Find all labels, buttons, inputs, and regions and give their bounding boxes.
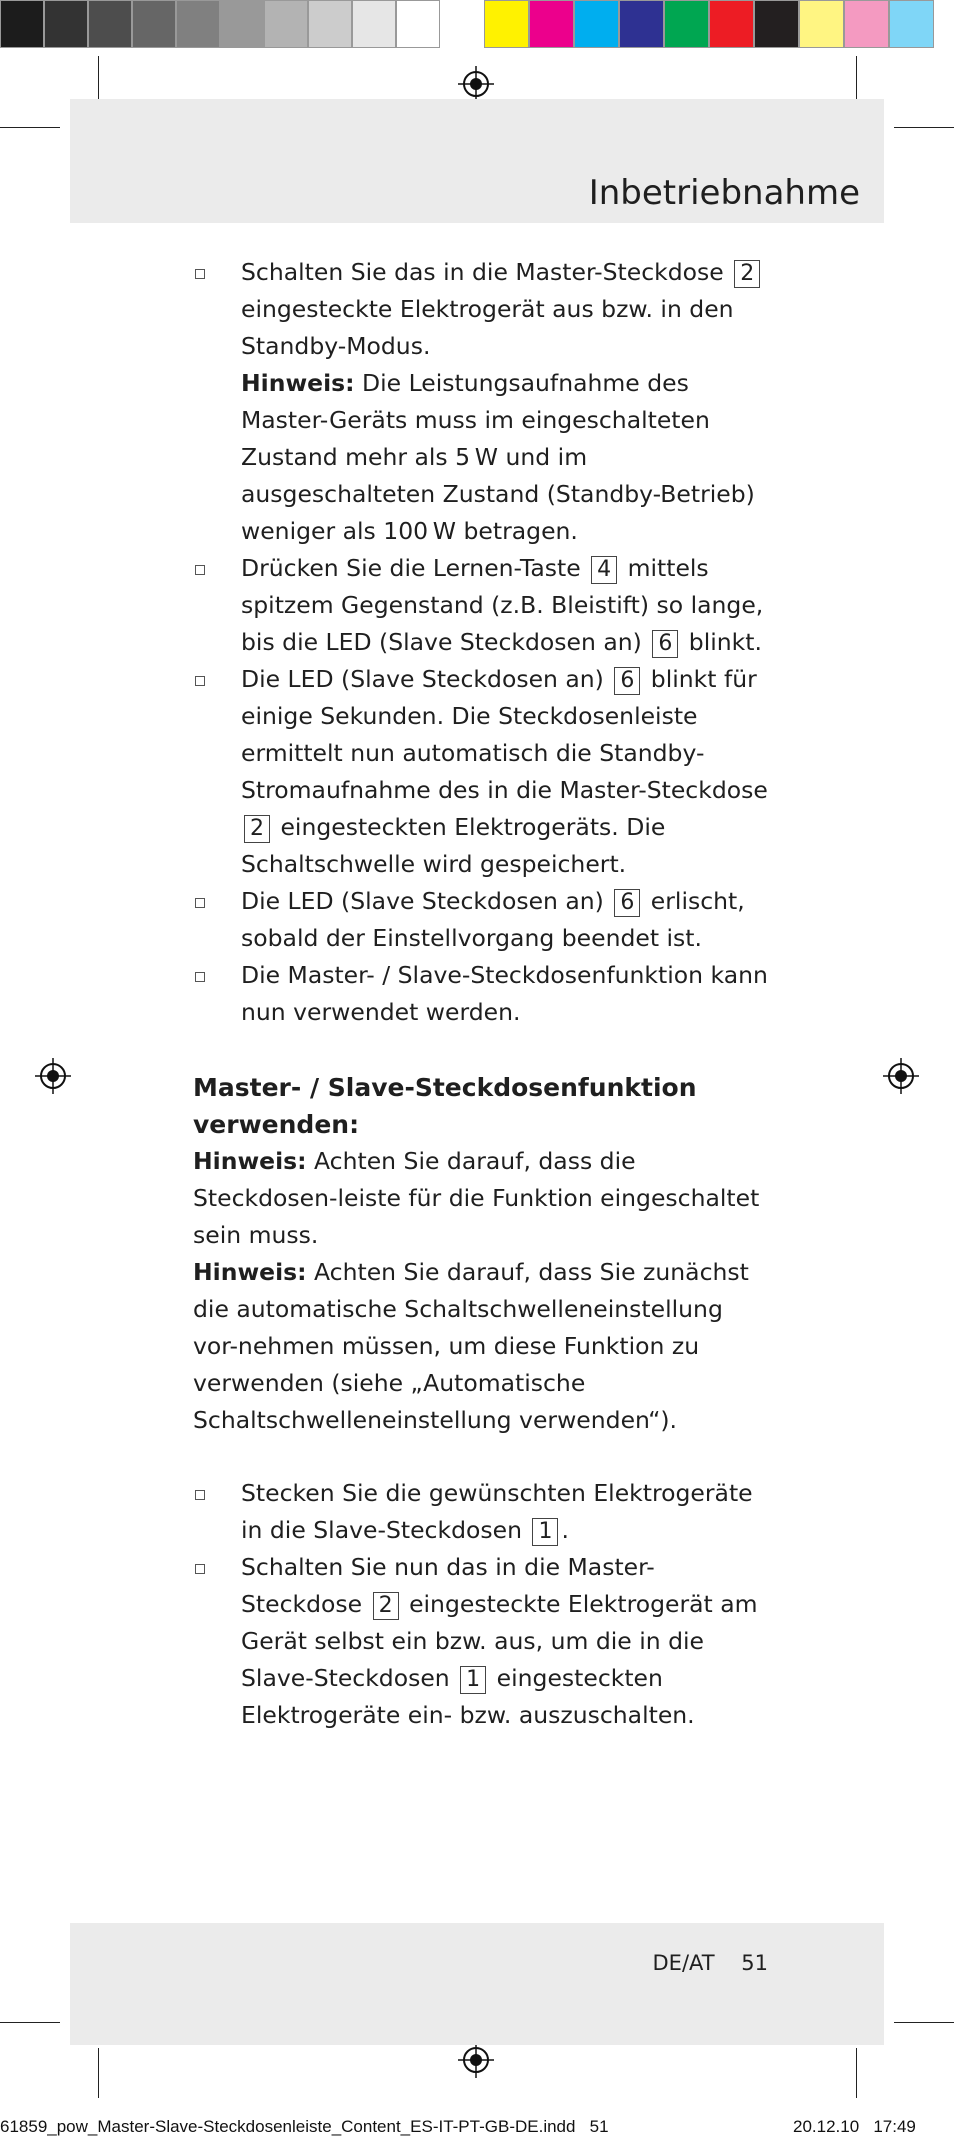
reference-number: 6	[614, 889, 640, 917]
main-content	[193, 254, 773, 1734]
note-text: Achten Sie darauf, dass Sie zunächst die automatische Schaltschwelleneinstellung vor-nehmen müssen, um diese Funktion zu verwenden (siehe „Automatische Schaltschwelleneinstellung verwenden“).	[193, 1258, 749, 1434]
step-text: eingesteckte Elektrogerät am Gerät selbst ein bzw. aus, um die in die Slave-Steckdosen	[241, 1590, 758, 1692]
note-paragraph	[193, 1143, 773, 1254]
print-file-name: 61859_pow_Master-Slave-Steckdosenleiste_Content_ES-IT-PT-GB-DE.indd 51	[0, 2117, 609, 2136]
page-title: Inbetriebnahme	[588, 173, 860, 213]
reference-number: 2	[373, 1592, 399, 1620]
crop-mark	[856, 2048, 857, 2098]
registration-mark-icon	[881, 1056, 921, 1096]
crop-mark	[0, 2022, 60, 2023]
step-text: blinkt für einige Sekunden. Die Steckdosenleiste ermittelt nun automatisch die Standby-Stromaufnahme des in die Master-Steckdose	[241, 665, 768, 804]
color-swatch	[709, 0, 754, 48]
color-swatch	[889, 0, 934, 48]
list-item	[193, 550, 773, 661]
step-text: mittels spitzem Gegenstand (z.B. Bleistift) so lange, bis die LED (Slave Steckdosen an)	[241, 554, 764, 656]
gray-swatch	[132, 0, 176, 48]
gray-swatch	[264, 0, 308, 48]
registration-mark-icon	[33, 1056, 73, 1096]
list-item	[193, 1549, 773, 1734]
gray-swatch	[220, 0, 264, 48]
color-swatch	[754, 0, 799, 48]
reference-number: 6	[614, 667, 640, 695]
color-swatch	[799, 0, 844, 48]
crop-mark	[98, 2048, 99, 2098]
step-text: blinkt.	[681, 628, 762, 656]
spacer	[193, 1439, 773, 1475]
color-swatch	[664, 0, 709, 48]
step-text: eingesteckten Elektrogeräts. Die Schaltschwelle wird gespeichert.	[241, 813, 666, 878]
note-label: Hinweis:	[241, 369, 355, 397]
step-text: Schalten Sie nun das in die Master-Steckdose	[241, 1553, 655, 1618]
step-list	[193, 1475, 773, 1734]
gray-swatch	[352, 0, 396, 48]
note-label: Hinweis:	[193, 1258, 307, 1286]
header-band	[70, 99, 884, 223]
reference-number: 2	[734, 260, 760, 288]
color-swatch	[484, 0, 529, 48]
reference-number: 2	[244, 815, 270, 843]
color-swatch	[529, 0, 574, 48]
note-label: Hinweis:	[193, 1147, 307, 1175]
footer-band	[70, 1923, 884, 2045]
note-text: Die Leistungsaufnahme des Master-Geräts muss im eingeschalteten Zustand mehr als 5 W und im ausgeschalteten Zustand (Standby-Betrieb) weniger als 100 W betragen.	[241, 369, 755, 545]
step-text: Die LED (Slave Steckdosen an)	[241, 665, 612, 693]
step-text: .	[561, 1516, 569, 1544]
gray-swatch	[176, 0, 220, 48]
step-text: eingesteckten Elektrogeräte ein- bzw. auszuschalten.	[241, 1664, 695, 1729]
list-item	[193, 661, 773, 883]
step-list	[193, 254, 773, 1031]
crop-mark	[894, 2022, 954, 2023]
reference-number: 1	[460, 1666, 486, 1694]
section-heading: Master- / Slave-Steckdosenfunktion verwenden:	[193, 1073, 697, 1139]
list-item	[193, 883, 773, 957]
registration-mark-icon	[456, 64, 496, 104]
list-item	[193, 254, 773, 550]
step-text: Die Master- / Slave-Steckdosenfunktion kann nun verwendet werden.	[241, 961, 768, 1026]
gray-swatch	[88, 0, 132, 48]
color-swatch	[619, 0, 664, 48]
registration-mark-icon	[456, 2040, 496, 2080]
page-number: DE/AT 51	[652, 1951, 768, 1975]
gray-swatch	[0, 0, 44, 48]
list-item	[193, 957, 773, 1031]
step-text: erlischt, sobald der Einstellvorgang beendet ist.	[241, 887, 745, 952]
note-paragraph	[193, 1254, 773, 1439]
gray-swatch	[396, 0, 440, 48]
step-text: eingesteckte Elektrogerät aus bzw. in den Standby-Modus.	[241, 295, 734, 360]
reference-number: 6	[652, 630, 678, 658]
step-text: Schalten Sie das in die Master-Steckdose	[241, 258, 732, 286]
print-color-bar	[0, 0, 954, 48]
step-text: Stecken Sie die gewünschten Elektrogeräte in die Slave-Steckdosen	[241, 1479, 753, 1544]
color-swatch	[574, 0, 619, 48]
crop-mark	[0, 127, 60, 128]
note-text: Achten Sie darauf, dass die Steckdosen-leiste für die Funktion eingeschaltet sein muss.	[193, 1147, 760, 1249]
step-text: Die LED (Slave Steckdosen an)	[241, 887, 612, 915]
gray-swatch	[44, 0, 88, 48]
color-swatch	[844, 0, 889, 48]
print-date: 20.12.10 17:49	[793, 2117, 916, 2136]
step-text: Drücken Sie die Lernen-Taste	[241, 554, 589, 582]
crop-mark	[894, 127, 954, 128]
list-item	[193, 1475, 773, 1549]
reference-number: 4	[591, 556, 617, 584]
reference-number: 1	[532, 1518, 558, 1546]
gray-swatch	[308, 0, 352, 48]
